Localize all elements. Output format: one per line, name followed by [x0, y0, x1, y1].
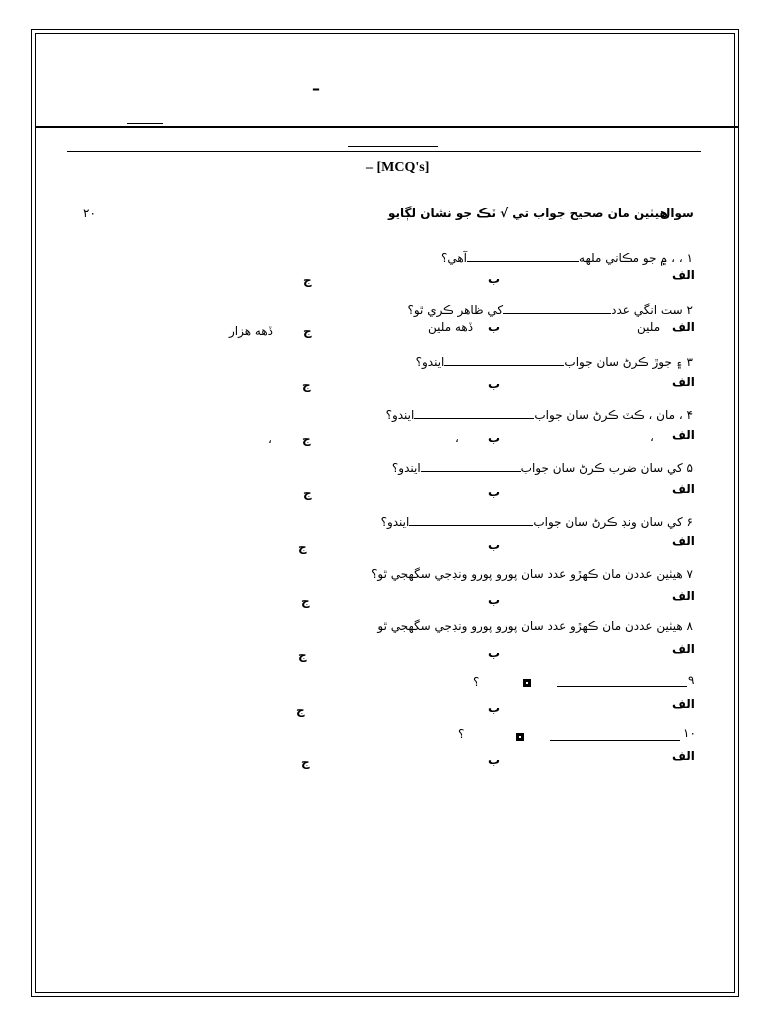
question-3 — [331, 353, 693, 369]
option-a-label: الف — [672, 749, 695, 763]
question-6 — [300, 513, 693, 529]
option-a-text: ملين — [637, 320, 661, 334]
question-text-end: ايندو؟ — [385, 408, 415, 422]
option-a-label: الف — [672, 428, 695, 442]
title-underline — [348, 146, 438, 147]
option-a-label: الف — [672, 375, 695, 389]
option-c-label: ج — [296, 703, 305, 717]
question-text-end: آهي؟ — [440, 251, 468, 265]
header-short-line — [127, 123, 163, 124]
option-b-label: ب — [488, 701, 501, 715]
option-a-label: الف — [672, 589, 695, 603]
option-b-label: ب — [488, 431, 501, 445]
option-b-label: ب — [488, 646, 501, 660]
question-text: ۽ جوڙ ڪرڻ سان جواب — [564, 355, 683, 369]
option-c-label: ج — [301, 594, 310, 608]
answer-blank — [444, 353, 564, 366]
question-10-mark: ؟ — [458, 727, 465, 741]
option-a-label: الف — [672, 534, 695, 548]
question-number: ۴ — [686, 408, 693, 422]
option-b-label: ب — [488, 753, 501, 767]
header-rule — [36, 126, 738, 128]
option-a-text: ، — [650, 430, 654, 444]
option-b-label: ب — [488, 320, 501, 334]
option-b-label: ب — [488, 377, 501, 391]
question-text-end: ايندو؟ — [380, 515, 410, 529]
option-a-label: الف — [672, 268, 695, 282]
option-a-label: الف — [672, 482, 695, 496]
question-label: سوال — [660, 206, 694, 220]
option-b-text: ڏهه ملين — [428, 320, 474, 334]
answer-blank — [414, 406, 534, 419]
option-a-label: الف — [672, 697, 695, 711]
question-9-mark: ؟ — [473, 675, 480, 689]
question-number: ۶ — [686, 515, 693, 529]
option-b-label: ب — [488, 538, 501, 552]
option-c-label: ج — [303, 324, 312, 338]
question-number: ٨ — [686, 619, 693, 633]
question-8 — [343, 619, 693, 633]
question-text: هيٺين عددن مان ڪهڙو عدد سان پورو پورو ونڊجي سگهجي ٿو — [377, 619, 683, 633]
question-number: ٣ — [686, 355, 693, 369]
question-number: ١ — [686, 251, 693, 265]
option-c-label: ج — [301, 755, 310, 769]
option-b-text: ، — [455, 431, 459, 445]
question-number: ٧ — [686, 567, 693, 581]
option-a-label: الف — [672, 642, 695, 656]
instruction-text: هيٺين مان صحيح جواب تي √ ٽڪ جو نشان لڳايو — [388, 206, 668, 220]
question-9-number: ٩ — [688, 673, 695, 687]
option-c-label: ج — [302, 378, 311, 392]
option-b-label: ب — [488, 272, 501, 286]
section-rule — [67, 151, 701, 152]
answer-blank — [409, 513, 533, 526]
option-c-label: ج — [303, 273, 312, 287]
mcq-title: – [MCQ's] — [366, 160, 430, 175]
option-c-label: ج — [298, 648, 307, 662]
question-text-end: کي ظاهر ڪري ٿو؟ — [407, 303, 504, 317]
option-c-text: ، — [268, 432, 272, 446]
question-text-end: ايندو؟ — [391, 461, 421, 475]
answer-blank — [467, 249, 579, 262]
question-text: کي سان ضرب ڪرڻ سان جواب — [520, 461, 683, 475]
question-1 — [340, 249, 693, 265]
option-b-label: ب — [488, 593, 501, 607]
option-b-label: ب — [488, 485, 501, 499]
question-text: هيٺين عددن مان ڪهڙو عدد سان پورو پورو ونڊجي سگهجي ٿو؟ — [371, 567, 683, 581]
answer-blank — [503, 301, 611, 314]
question-7 — [338, 567, 693, 581]
question-number: ۵ — [686, 461, 693, 475]
option-a-label: الف — [672, 320, 695, 334]
header-dash: – — [312, 79, 320, 98]
answer-blank — [421, 459, 521, 472]
question-text-end: ايندو؟ — [415, 355, 445, 369]
total-marks: ٢٠ — [83, 206, 96, 220]
question-2 — [357, 301, 693, 317]
division-sign-icon — [523, 679, 531, 687]
question-10-number: ١٠ — [683, 726, 696, 740]
question-text: ، ، ۾ جو مڪاني ملهه — [579, 251, 683, 265]
question-4 — [258, 406, 693, 422]
answer-blank — [557, 686, 687, 687]
question-text: کي سان ونڊ ڪرڻ سان جواب — [533, 515, 683, 529]
option-c-label: ج — [303, 486, 312, 500]
question-text: ، مان ، ڪٽ ڪرڻ سان جواب — [534, 408, 683, 422]
question-text: ست انگي عدد — [611, 303, 683, 317]
answer-blank — [550, 740, 680, 741]
option-c-label: ج — [302, 432, 311, 446]
division-sign-icon — [516, 733, 524, 741]
question-number: ٢ — [686, 303, 693, 317]
option-c-label: ج — [298, 540, 307, 554]
question-5 — [290, 459, 693, 475]
option-c-text: ڏهه هزار — [229, 324, 273, 338]
